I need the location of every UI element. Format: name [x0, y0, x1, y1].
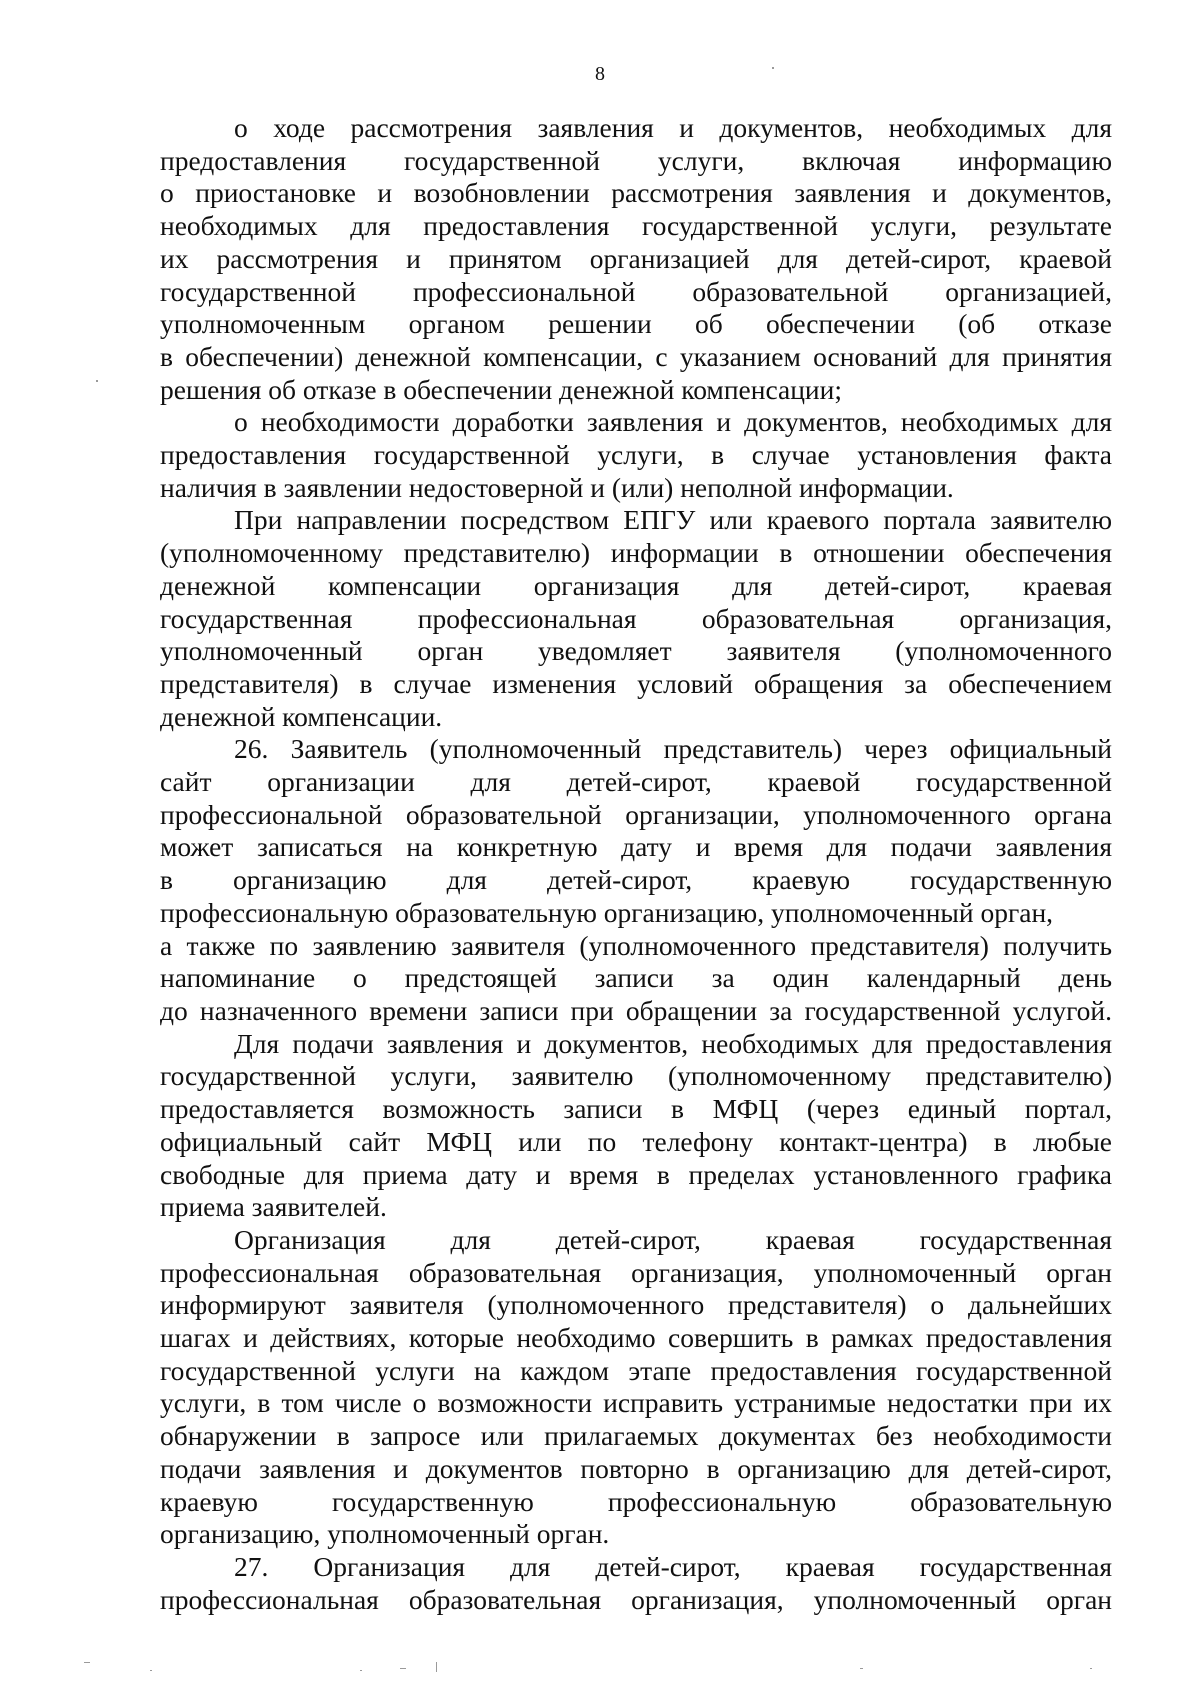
text-line: Для подачи заявления и документов, необходимых для предоставления: [234, 1027, 1112, 1059]
scan-speck: [772, 67, 774, 69]
text-line: обнаружении в запросе или прилагаемых документах без необходимости: [160, 1420, 1112, 1452]
scan-speck: [860, 1668, 863, 1669]
text-line: предоставления государственной услуги, включая информацию: [160, 144, 1112, 176]
text-line: необходимых для предоставления государственной услуги, результате: [160, 210, 1112, 242]
text-line: профессиональная образовательная организация, уполномоченный орган: [160, 1256, 1112, 1288]
text-line: приема заявителей.: [160, 1191, 387, 1223]
text-line: решения об отказе в обеспечении денежной компенсации;: [160, 373, 842, 405]
scan-speck: [436, 1662, 437, 1672]
text-line: уполномоченный орган уведомляет заявителя (уполномоченного: [160, 635, 1112, 667]
text-line: до назначенного времени записи при обращении за государственной услугой.: [160, 994, 1112, 1026]
text-line: организацию, уполномоченный орган.: [160, 1518, 610, 1550]
text-line: сайт организации для детей-сирот, краевой государственной: [160, 766, 1112, 798]
text-line: профессиональной образовательной организации, уполномоченного органа: [160, 798, 1112, 830]
text-line: предоставления государственной услуги, в случае установления факта: [160, 439, 1112, 471]
scan-speck: [150, 1670, 152, 1671]
scan-speck: [84, 1662, 90, 1663]
text-line: шагах и действиях, которые необходимо совершить в рамках предоставления: [160, 1322, 1112, 1354]
text-line: государственная профессиональная образовательная организация,: [160, 602, 1112, 634]
text-line: государственной услуги на каждом этапе предоставления государственной: [160, 1354, 1112, 1386]
text-line: профессиональная образовательная организация, уполномоченный орган: [160, 1583, 1112, 1615]
text-line: может записаться на конкретную дату и время для подачи заявления: [160, 831, 1112, 863]
text-line: денежной компенсации.: [160, 700, 443, 732]
text-line: информируют заявителя (уполномоченного представителя) о дальнейших: [160, 1289, 1112, 1321]
text-line: государственной профессиональной образовательной организацией,: [160, 275, 1112, 307]
page-number: 8: [595, 63, 605, 85]
text-line: о приостановке и возобновлении рассмотрения заявления и документов,: [160, 177, 1112, 209]
text-line: в организацию для детей-сирот, краевую государственную: [160, 864, 1112, 896]
text-line: 26. Заявитель (уполномоченный представитель) через официальный: [234, 733, 1112, 765]
text-line: Организация для детей-сирот, краевая государственная: [234, 1223, 1112, 1255]
text-line: представителя) в случае изменения условий обращения за обеспечением: [160, 667, 1112, 699]
scan-speck: [400, 1668, 406, 1669]
text-line: предоставляется возможность записи в МФЦ (через единый портал,: [160, 1093, 1112, 1125]
document-body: [160, 112, 1112, 1616]
text-line: 27. Организация для детей-сирот, краевая государственная: [234, 1550, 1112, 1582]
text-line: в обеспечении) денежной компенсации, с указанием оснований для принятия: [160, 340, 1112, 372]
text-line: уполномоченным органом решении об обеспечении (об отказе: [160, 308, 1112, 340]
text-line: напоминание о предстоящей записи за один календарный день: [160, 962, 1112, 994]
text-line: а также по заявлению заявителя (уполномоченного представителя) получить: [160, 929, 1112, 961]
text-line: о необходимости доработки заявления и документов, необходимых для: [234, 406, 1112, 438]
text-line: подачи заявления и документов повторно в организацию для детей-сирот,: [160, 1452, 1112, 1484]
text-line: о ходе рассмотрения заявления и документов, необходимых для: [234, 112, 1112, 143]
text-line: краевую государственную профессиональную образовательную: [160, 1485, 1112, 1517]
text-line: официальный сайт МФЦ или по телефону контакт-центра) в любые: [160, 1125, 1112, 1157]
text-line: государственной услуги, заявителю (уполномоченному представителю): [160, 1060, 1112, 1092]
text-line: услуги, в том числе о возможности исправить устранимые недостатки при их: [160, 1387, 1112, 1419]
text-line: денежной компенсации организация для детей-сирот, краевая: [160, 569, 1112, 601]
scan-speck: [360, 1670, 362, 1671]
text-line: свободные для приема дату и время в пределах установленного графика: [160, 1158, 1112, 1190]
text-line: профессиональную образовательную организацию, уполномоченный орган,: [160, 896, 1054, 928]
scan-speck: [96, 380, 98, 382]
scan-speck: [1090, 1668, 1092, 1669]
text-line: наличия в заявлении недостоверной и (или) неполной информации.: [160, 471, 954, 503]
text-line: При направлении посредством ЕПГУ или краевого портала заявителю: [234, 504, 1112, 536]
text-line: (уполномоченному представителю) информации в отношении обеспечения: [160, 537, 1112, 569]
text-line: их рассмотрения и принятом организацией для детей-сирот, краевой: [160, 242, 1112, 274]
